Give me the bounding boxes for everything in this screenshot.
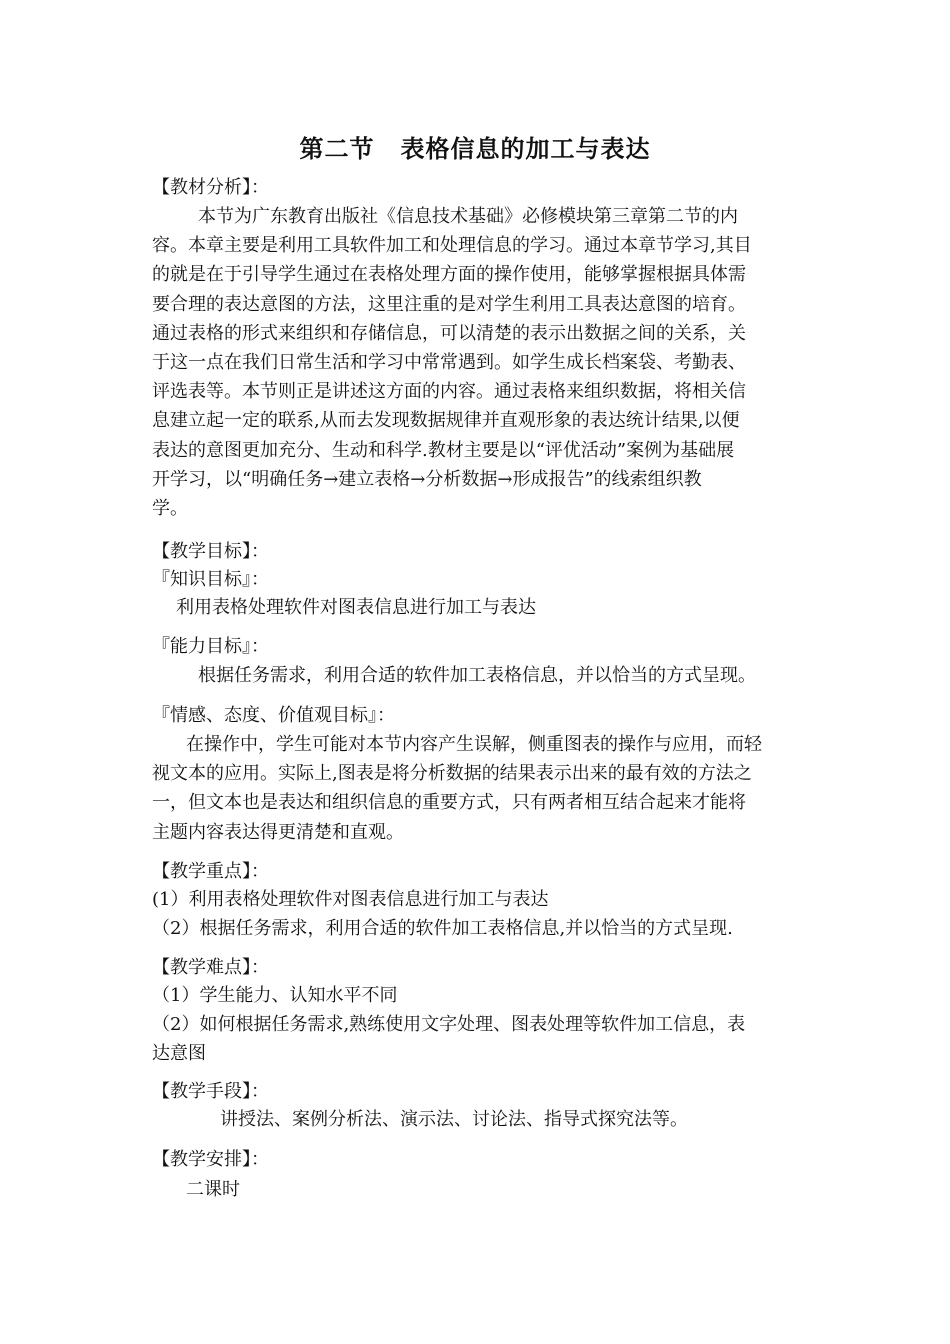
analysis-line: 表达的意图更加充分、生动和科学.教材主要是以“评优活动”案例为基础展 (152, 439, 735, 461)
analysis-line: 的就是在于引导学生通过在表格处理方面的操作使用，能够掌握根据具体需 (152, 264, 746, 286)
analysis-line: 学。 (152, 498, 188, 520)
difficulties-heading: 【教学难点】： (152, 957, 269, 978)
key-points-heading: 【教学重点】： (152, 861, 269, 882)
title-section-number: 第二节 (299, 135, 375, 163)
analysis-paragraph (152, 202, 802, 523)
key-point-item-1: (1）利用表格处理软件对图表信息进行加工与表达 (152, 889, 549, 910)
arrangement-text: 二课时 (186, 1179, 240, 1200)
key-point-item-2: （2）根据任务需求，利用合适的软件加工表格信息,并以恰当的方式呈现. (152, 918, 733, 939)
analysis-line: 于这一点在我们日常生活和学习中常常遇到。如学生成长档案袋、考勤表、 (152, 352, 746, 374)
analysis-line: 要合理的表达意图的方法，这里注重的是对学生利用工具表达意图的培育。 (152, 293, 746, 315)
arrangement-heading: 【教学安排】： (152, 1149, 269, 1170)
knowledge-goal-heading: 『知识目标』： (152, 569, 269, 590)
emotion-line: 视文本的应用。实际上,图表是将分析数据的结果表示出来的最有效的方法之 (152, 763, 752, 785)
analysis-line: 通过表格的形式来组织和存储信息，可以清楚的表示出数据之间的关系，关 (152, 322, 746, 344)
difficulty-item-1: （1）学生能力、认知水平不同 (152, 985, 398, 1006)
knowledge-goal-text: 利用表格处理软件对图表信息进行加工与表达 (176, 597, 536, 618)
emotion-goal-paragraph (152, 730, 802, 847)
page-title (0, 132, 950, 166)
analysis-line: 开学习，以“明确任务→建立表格→分析数据→形成报告”的线索组织教 (152, 468, 702, 490)
difficulty-line: （2）如何根据任务需求,熟练使用文字处理、图表处理等软件加工信息，表 (152, 1014, 746, 1035)
analysis-heading: 【教材分析】： (152, 177, 269, 198)
difficulty-line: 达意图 (152, 1043, 206, 1065)
difficulty-item-2 (152, 1010, 802, 1068)
analysis-line: 评选表等。本节则正是讲述这方面的内容。通过表格来组织数据，将相关信 (152, 381, 746, 403)
means-heading: 【教学手段】： (152, 1081, 269, 1102)
emotion-goal-heading: 『情感、态度、价值观目标』： (152, 705, 395, 726)
ability-goal-text: 根据任务需求，利用合适的软件加工表格信息，并以恰当的方式呈现。 (198, 665, 756, 686)
title-topic: 表格信息的加工与表达 (400, 135, 651, 163)
analysis-line: 本节为广东教育出版社《信息技术基础》必修模块第三章第二节的内 (198, 206, 738, 227)
means-text: 讲授法、案例分析法、演示法、讨论法、指导式探究法等。 (220, 1109, 688, 1130)
analysis-line: 容。本章主要是利用工具软件加工和处理信息的学习。通过本章节学习,其目 (152, 235, 752, 257)
goals-heading: 【教学目标】： (152, 541, 269, 562)
emotion-line: 主题内容表达得更清楚和直观。 (152, 821, 404, 843)
emotion-line: 一，但文本也是表达和组织信息的重要方式，只有两者相互结合起来才能将 (152, 792, 746, 814)
analysis-line: 息建立起一定的联系,从而去发现数据规律并直观形象的表达统计结果,以便 (152, 410, 740, 432)
ability-goal-heading: 『能力目标』： (152, 636, 269, 657)
emotion-line: 在操作中，学生可能对本节内容产生误解，侧重图表的操作与应用，而轻 (186, 734, 762, 755)
